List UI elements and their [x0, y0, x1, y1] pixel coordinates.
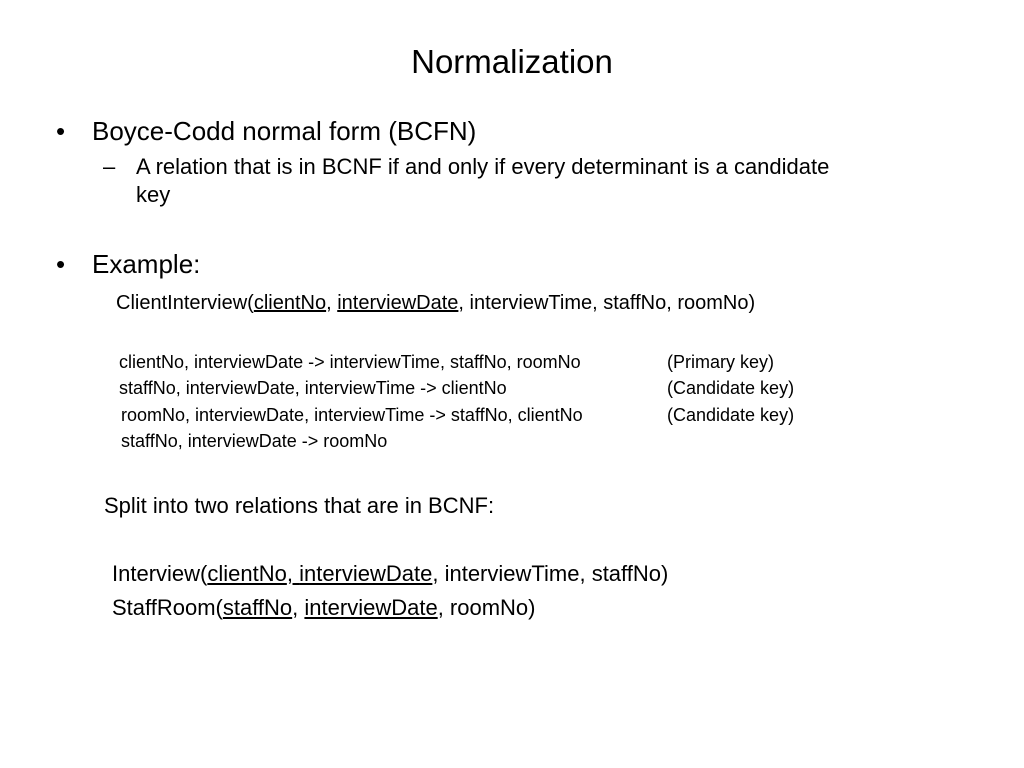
non-key-attributes: , roomNo) — [437, 595, 536, 620]
separator: , — [292, 595, 305, 620]
split-caption: Split into two relations that are in BCNF: — [104, 493, 495, 518]
key-attribute: interviewDate — [337, 292, 459, 314]
client-interview-schema — [116, 290, 755, 316]
key-attribute: staffNo — [222, 595, 293, 620]
bullet-example — [56, 248, 200, 280]
key-attribute: clientNo — [253, 292, 327, 314]
bullet-example-label: Example: — [92, 249, 201, 279]
fd-text: roomNo, interviewDate, interviewTime -> staffNo, clientNo — [121, 405, 583, 425]
bcnf-definition-text: A relation that is in BCNF if and only if every determinant is a candidate key — [136, 154, 830, 207]
relation-name: Interview( — [112, 561, 208, 586]
fd-key-note: (Candidate key) — [667, 378, 795, 398]
separator: , — [286, 561, 300, 586]
non-key-attributes: , interviewTime, staffNo, roomNo) — [458, 292, 756, 314]
key-attribute: interviewDate — [304, 595, 438, 620]
relation-name: StaffRoom( — [112, 595, 223, 620]
bullet-bcnf — [56, 115, 476, 147]
staff-room-schema — [112, 594, 535, 622]
non-key-attributes: , interviewTime, staffNo) — [432, 561, 669, 586]
fd-key-note: (Candidate key) — [667, 405, 795, 425]
key-attribute: interviewDate — [299, 561, 433, 586]
bullet-marker: • — [56, 249, 66, 279]
fd-text: staffNo, interviewDate, interviewTime -> clientNo — [119, 378, 507, 398]
slide-title: Normalization — [411, 43, 613, 80]
dash-marker: – — [103, 154, 116, 179]
bullet-marker: • — [56, 116, 66, 146]
fd-text: clientNo, interviewDate -> interviewTime, staffNo, roomNo — [119, 352, 581, 372]
separator: , — [326, 292, 338, 314]
relation-name: ClientInterview( — [116, 292, 254, 314]
sub-bullet-bcnf-definition — [103, 153, 863, 209]
interview-schema — [112, 560, 668, 588]
key-attribute: clientNo — [207, 561, 287, 586]
fd-key-note: (Primary key) — [667, 352, 774, 372]
bullet-bcnf-label: Boyce-Codd normal form (BCFN) — [92, 116, 477, 146]
fd-text: staffNo, interviewDate -> roomNo — [121, 431, 388, 451]
